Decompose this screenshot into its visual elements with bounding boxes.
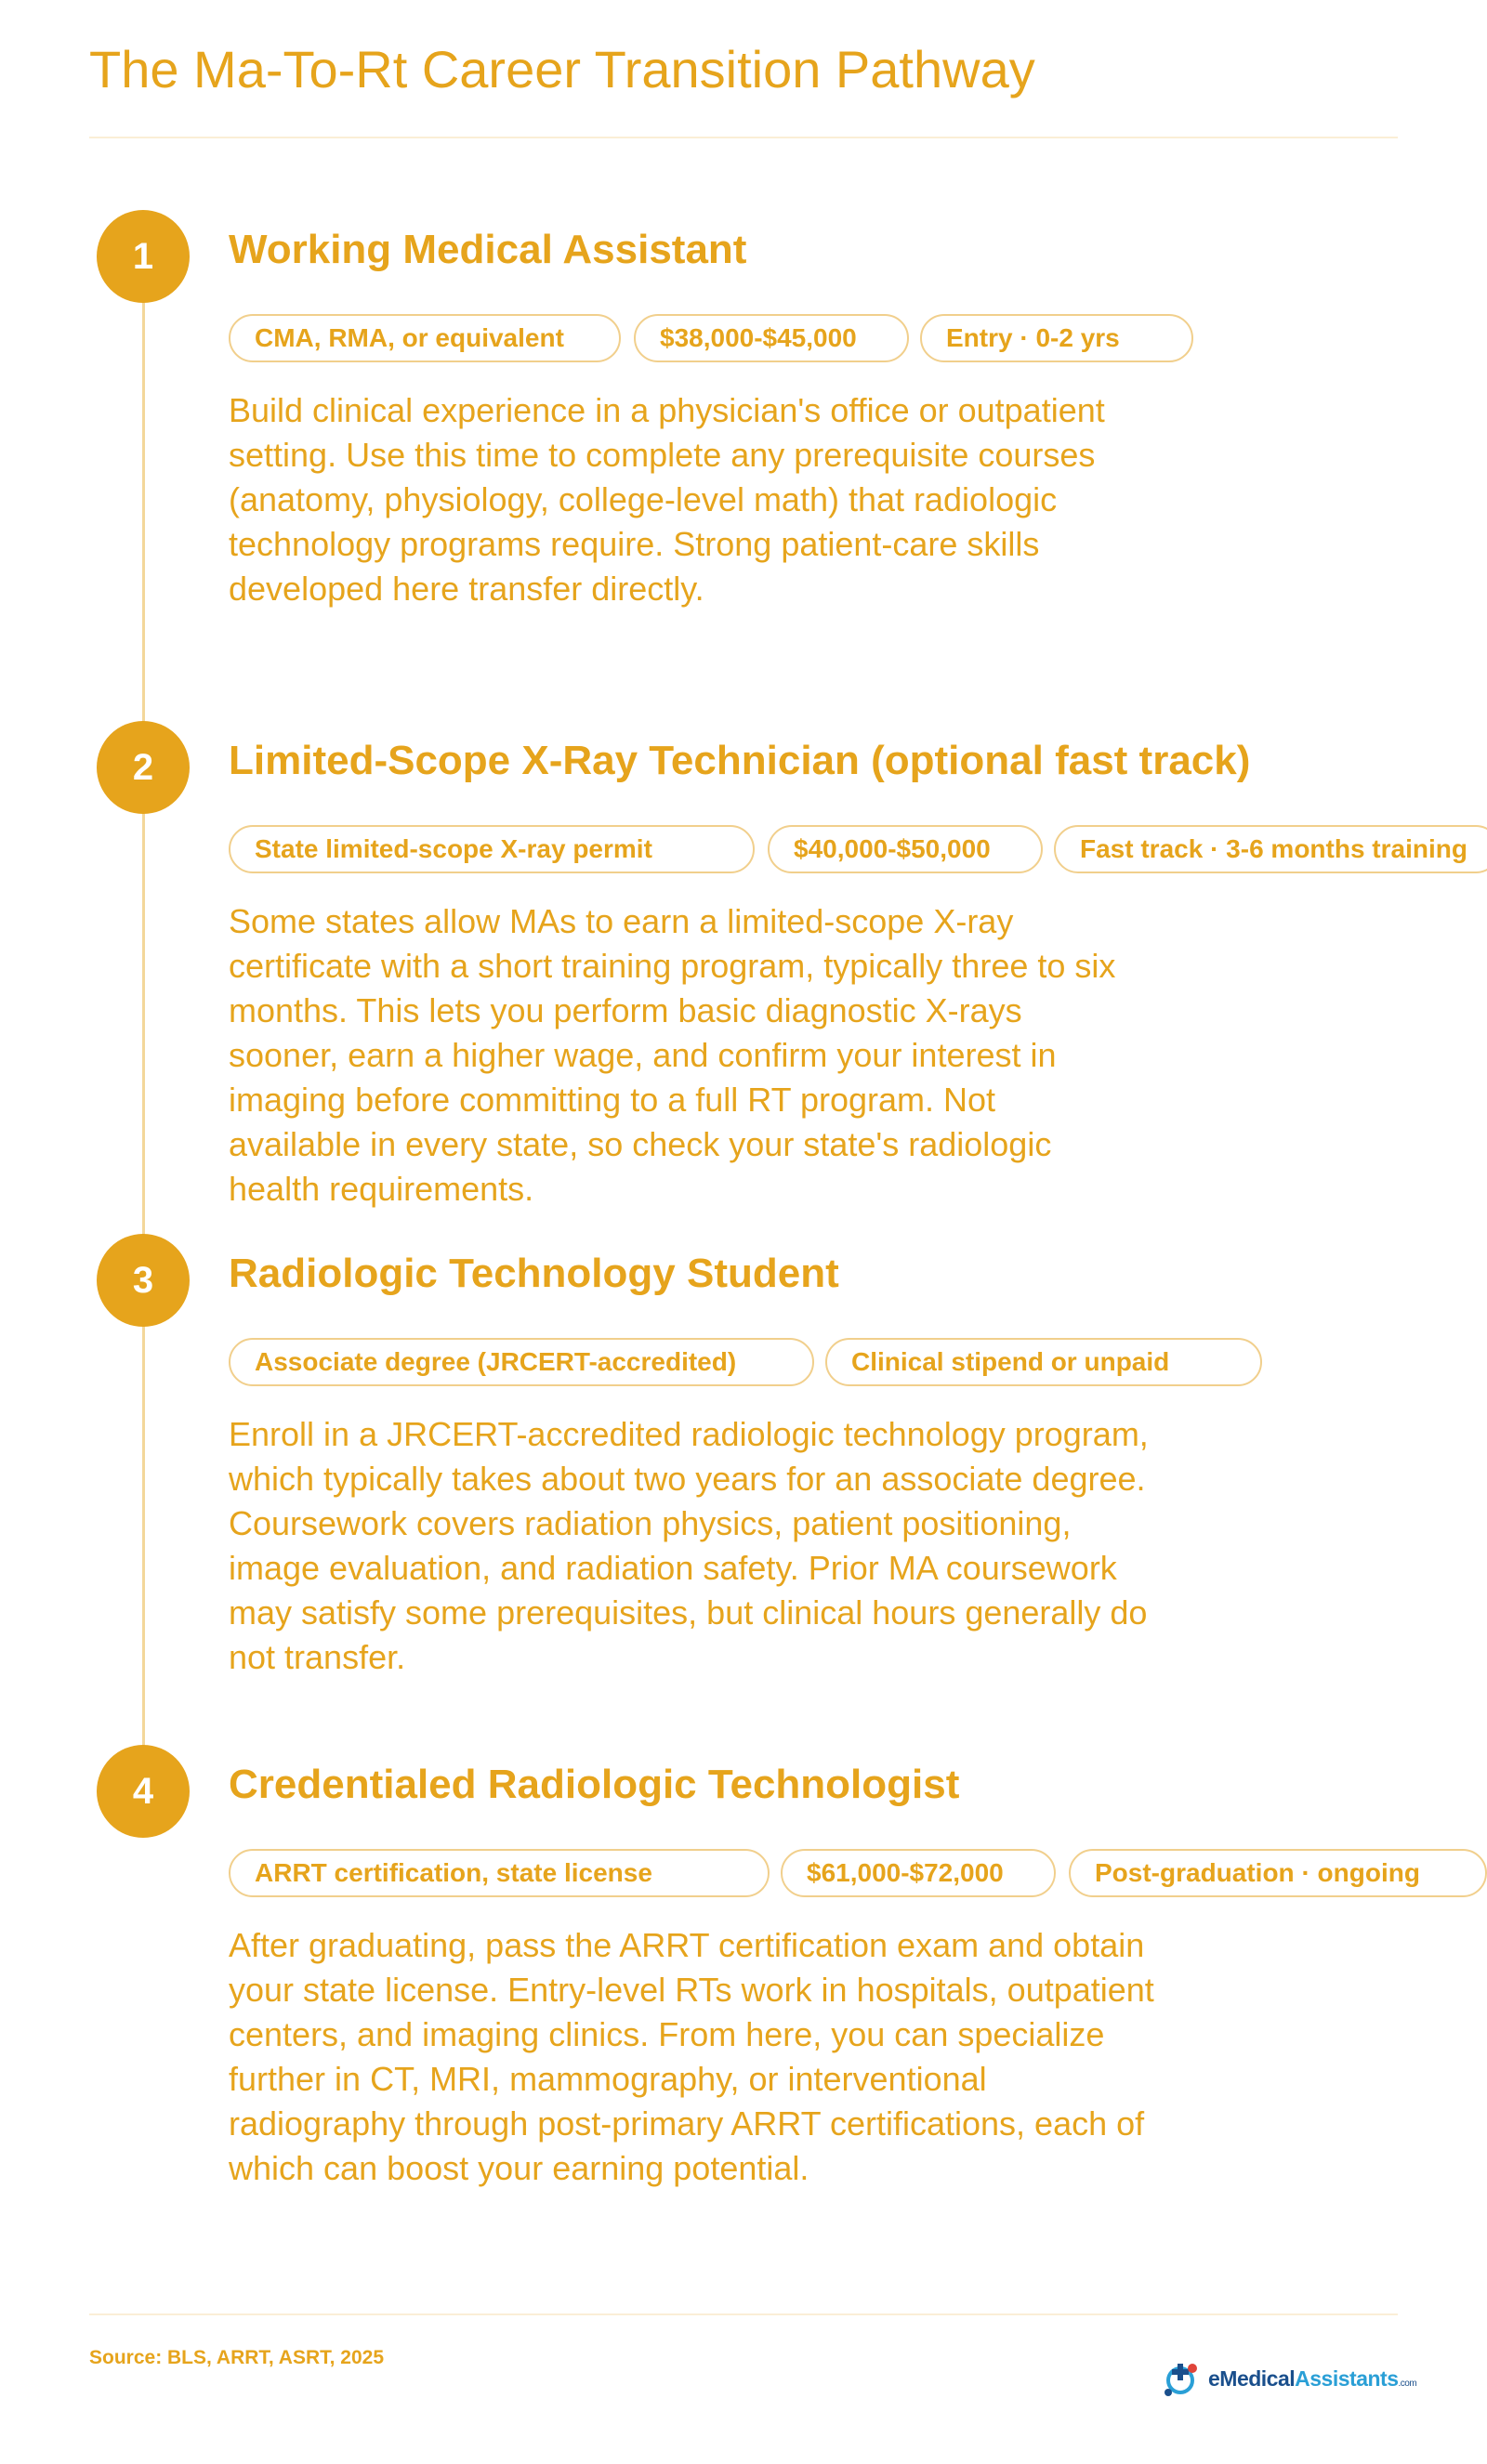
salary-tag: $40,000-$50,000 (768, 825, 1043, 873)
step-number-badge: 2 (97, 721, 190, 814)
logo-mark-icon (1162, 2360, 1203, 2397)
stage-tag: Post-graduation · ongoing (1069, 1849, 1487, 1897)
salary-tag: $38,000-$45,000 (634, 314, 909, 362)
step-title: Radiologic Technology Student (229, 1251, 839, 1296)
source-note: Source: BLS, ARRT, ASRT, 2025 (89, 2347, 385, 2368)
credential-tag: Associate degree (JRCERT-accredited) (229, 1338, 814, 1386)
page-title: The Ma-To-Rt Career Transition Pathway (89, 40, 1035, 98)
step-description: After graduating, pass the ARRT certification exam and obtain your state license. Entry-level RTs work in hospitals, outpatient centers, and imaging clinics. From here, you can specialize further in CT, MRI, mammography, or interventional radiography through post-primary ARRT certifications, each of which can boost your earning potential. (229, 1926, 1154, 2187)
stage-tag: Entry · 0-2 yrs (920, 314, 1193, 362)
step-number-badge: 1 (97, 210, 190, 303)
logo-suffix-text: .com (1398, 2378, 1417, 2389)
step-description: Build clinical experience in a physician's office or outpatient setting. Use this time to complete any prerequisite courses (anatomy, physiology, college-level math) that radiologic technology programs require. Strong patient-care skills developed here transfer directly. (229, 391, 1105, 608)
stage-tag: Fast track · 3-6 months training (1054, 825, 1487, 873)
step-title: Working Medical Assistant (229, 227, 747, 272)
logo-primary-text: eMedical (1208, 2366, 1296, 2391)
credential-tag: State limited-scope X-ray permit (229, 825, 755, 873)
salary-tag: Clinical stipend or unpaid (825, 1338, 1262, 1386)
salary-tag: $61,000-$72,000 (781, 1849, 1056, 1897)
step-description: Enroll in a JRCERT-accredited radiologic technology program, which typically takes about two years for an associate degree. Coursework covers radiation physics, patient positioning, image evaluation, and radiation safety. Prior MA coursework may satisfy some prerequisites, but clinical hours generally do not transfer. (229, 1415, 1149, 1676)
timeline-line (142, 260, 145, 1802)
credential-tag: ARRT certification, state license (229, 1849, 770, 1897)
credential-tag: CMA, RMA, or equivalent (229, 314, 621, 362)
step-description: Some states allow MAs to earn a limited-scope X-ray certificate with a short training program, typically three to six months. This lets you perform basic diagnostic X-rays sooner, earn a higher wage, and confirm your interest in imaging before committing to a full RT program. Not available in every state, so check your state's radiologic health requirements. (229, 902, 1116, 1208)
step-title: Limited-Scope X-Ray Technician (optional fast track) (229, 738, 1251, 783)
logo-wordmark (1208, 2366, 1416, 2392)
step-title: Credentialed Radiologic Technologist (229, 1762, 960, 1807)
step-number-badge: 3 (97, 1234, 190, 1327)
step-number-badge: 4 (97, 1745, 190, 1838)
footer-divider (89, 2313, 1398, 2315)
logo-accent-text: Assistants (1295, 2366, 1399, 2391)
brand-logo (1162, 2360, 1416, 2397)
header-divider (89, 137, 1398, 138)
